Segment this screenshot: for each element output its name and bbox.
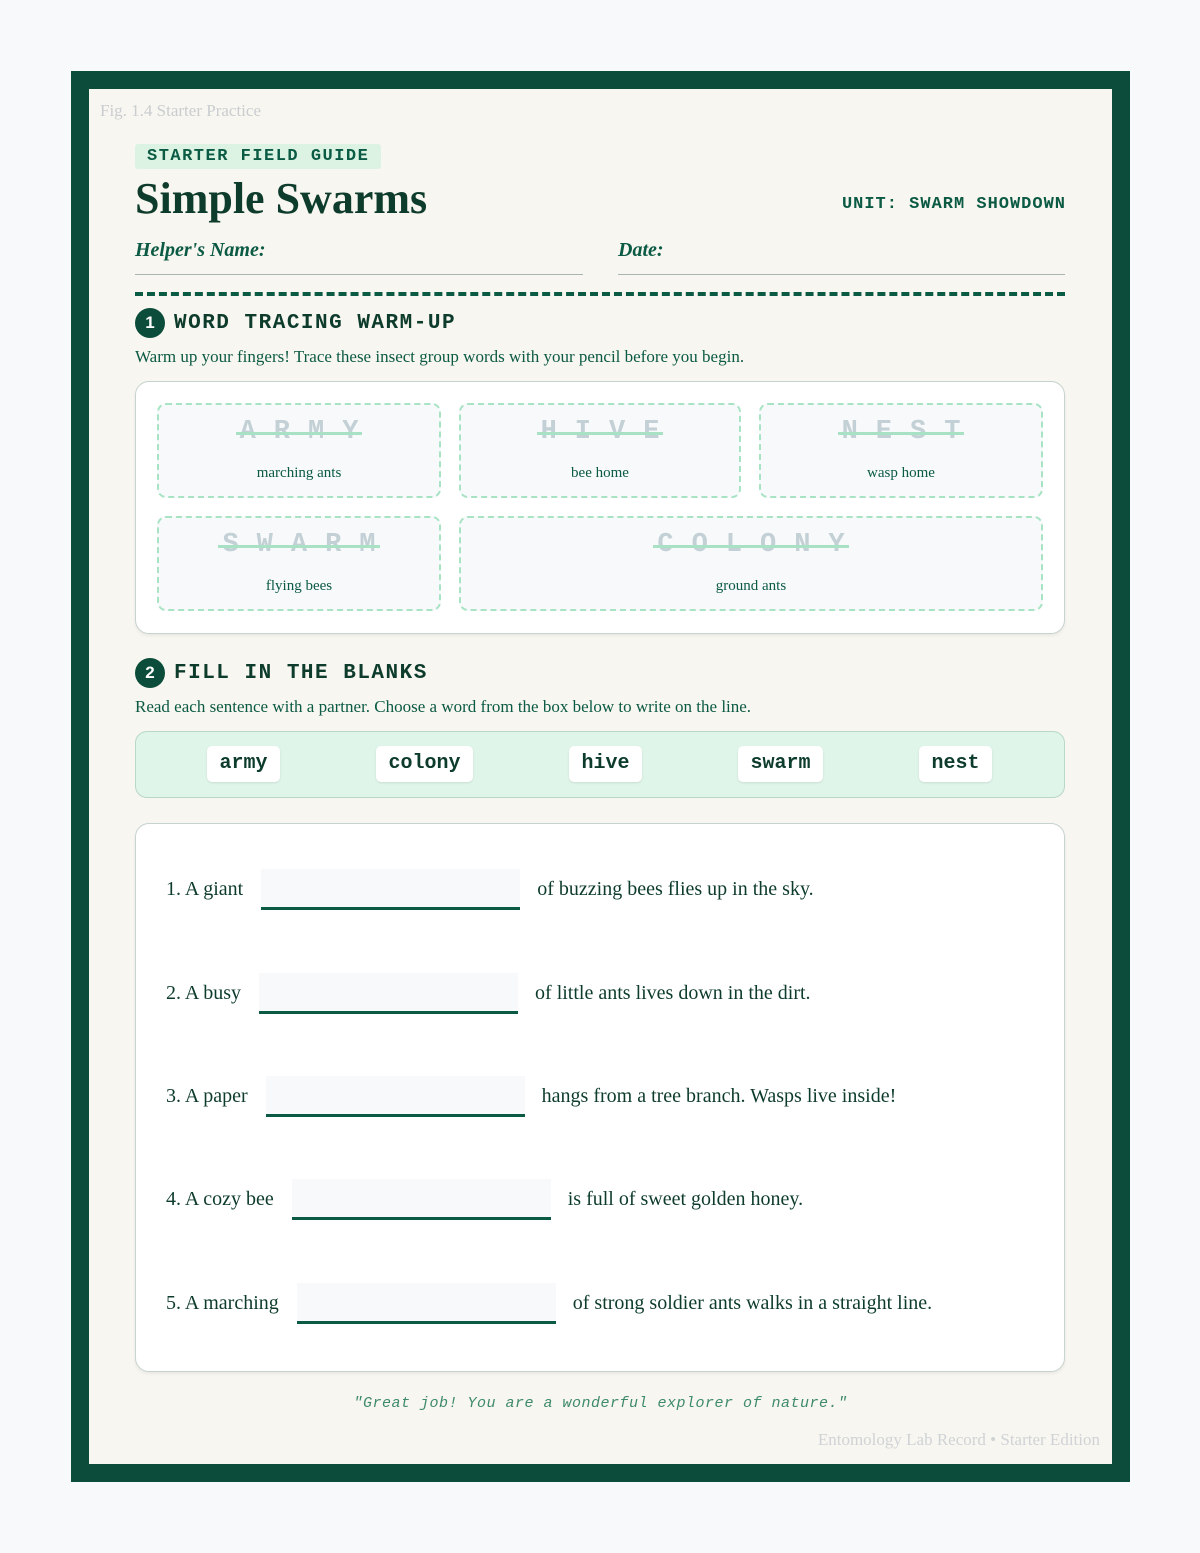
section-2-number: 2: [135, 658, 165, 688]
trace-hint: marching ants: [256, 465, 342, 481]
fill-in-panel: [135, 823, 1065, 1372]
answer-blank[interactable]: [259, 973, 518, 1014]
sentence-start: 3. A paper: [166, 1085, 248, 1107]
section-2-title: FILL IN THE BLANKS: [174, 661, 428, 685]
trace-word: SWARM: [222, 530, 394, 560]
worksheet-paper: [89, 89, 1112, 1464]
page-title: Simple Swarms: [135, 174, 428, 223]
helper-name-label: Helper's Name:: [135, 239, 266, 261]
word-chip-nest[interactable]: nest: [919, 746, 992, 782]
word-chip-colony[interactable]: colony: [376, 746, 473, 782]
trace-card-nest[interactable]: [759, 403, 1043, 498]
sentence-2: [166, 973, 811, 1014]
section-2-description: Read each sentence with a partner. Choose a word from the box below to write on the line.: [135, 697, 752, 716]
answer-blank[interactable]: [266, 1076, 525, 1117]
word-bank: [135, 731, 1065, 798]
sentence-end: of buzzing bees flies up in the sky.: [537, 878, 814, 900]
date-label: Date:: [618, 239, 664, 261]
trace-word: HIVE: [540, 417, 678, 447]
sentence-end: of strong soldier ants walks in a straight line.: [572, 1292, 933, 1314]
answer-blank[interactable]: [292, 1179, 551, 1220]
section-2-header: [135, 658, 428, 688]
word-chip-hive[interactable]: hive: [569, 746, 642, 782]
unit-label: UNIT: SWARM SHOWDOWN: [841, 195, 1066, 214]
sentence-start: 5. A marching: [166, 1292, 279, 1314]
sentence-start: 2. A busy: [166, 982, 242, 1004]
trace-hint: bee home: [571, 465, 629, 481]
dashed-divider: [135, 292, 1065, 296]
section-1-header: [135, 308, 456, 338]
answer-blank[interactable]: [261, 869, 520, 910]
sentence-end: of little ants lives down in the dirt.: [535, 982, 811, 1004]
trace-card-colony[interactable]: [459, 516, 1043, 611]
sentence-start: 1. A giant: [166, 878, 244, 900]
trace-hint: wasp home: [867, 465, 935, 481]
section-1-title: WORD TRACING WARM-UP: [174, 311, 457, 335]
trace-hint: flying bees: [265, 578, 333, 594]
date-field[interactable]: [618, 239, 1065, 275]
sentence-1: [166, 869, 814, 910]
sentence-end: is full of sweet golden honey.: [567, 1188, 804, 1210]
section-1-number: 1: [135, 308, 165, 338]
guide-badge: STARTER FIELD GUIDE: [135, 144, 381, 169]
sentence-3: [166, 1076, 896, 1117]
trace-card-army[interactable]: [157, 403, 441, 498]
figure-label: Fig. 1.4 Starter Practice: [100, 101, 261, 120]
sentence-start: 4. A cozy bee: [166, 1188, 274, 1210]
sentence-4: [166, 1179, 803, 1220]
trace-card-hive[interactable]: [459, 403, 741, 498]
trace-hint: ground ants: [715, 578, 787, 594]
tracing-panel: [135, 381, 1065, 634]
answer-blank[interactable]: [297, 1283, 556, 1324]
section-1-description: Warm up your fingers! Trace these insect group words with your pencil before you begin.: [135, 347, 745, 366]
sentence-5: [166, 1283, 932, 1324]
helper-name-field[interactable]: [135, 239, 583, 275]
page-frame: [71, 71, 1130, 1482]
trace-word: NEST: [841, 417, 979, 447]
word-chip-army[interactable]: army: [207, 746, 280, 782]
trace-card-swarm[interactable]: [157, 516, 441, 611]
footer-credit: Entomology Lab Record • Starter Edition: [817, 1430, 1100, 1449]
sentence-end: hangs from a tree branch. Wasps live inside!: [541, 1085, 897, 1107]
closing-quote: "Great job! You are a wonderful explorer of nature.": [353, 1395, 848, 1412]
trace-word: COLONY: [657, 530, 863, 560]
trace-word: ARMY: [239, 417, 377, 447]
word-chip-swarm[interactable]: swarm: [738, 746, 823, 782]
